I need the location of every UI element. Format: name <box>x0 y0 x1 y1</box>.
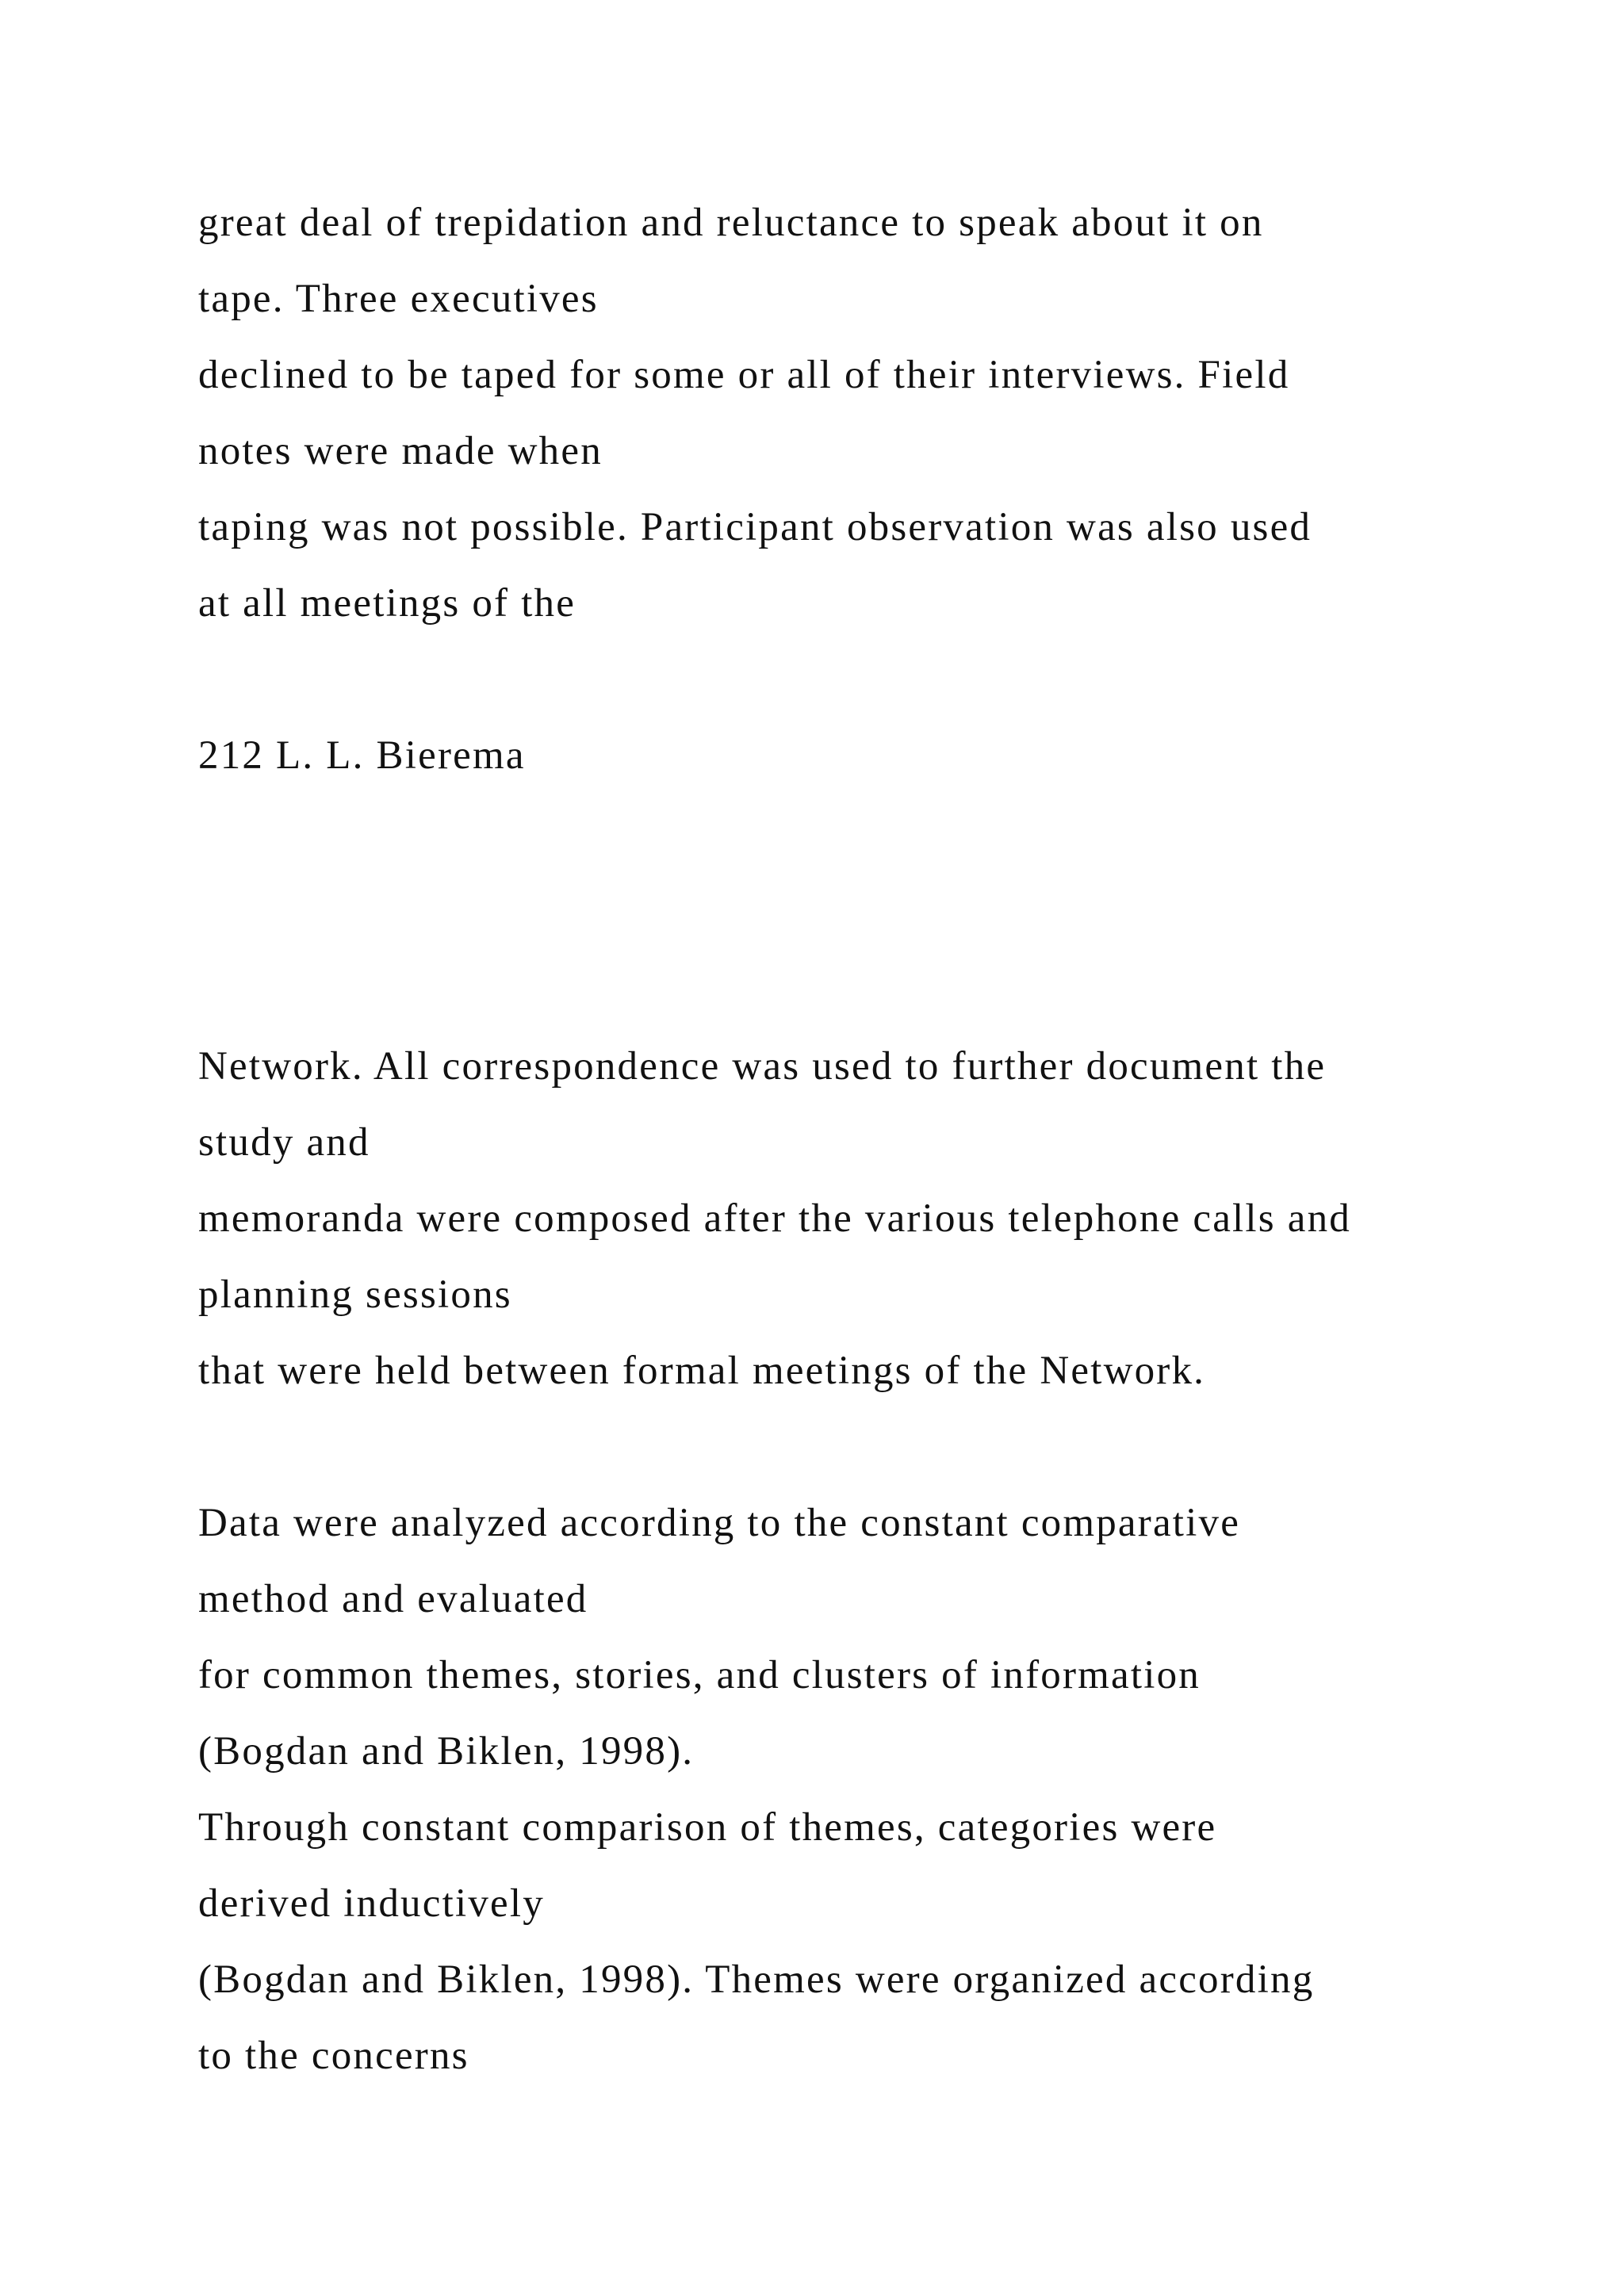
text-line: derived inductively <box>198 1881 545 1926</box>
text-line: memoranda were composed after the various telephone calls and <box>198 1196 1351 1241</box>
text-line: Data were analyzed according to the constant comparative <box>198 1501 1241 1545</box>
text-line: (Bogdan and Biklen, 1998). Themes were organized according <box>198 1957 1315 2002</box>
text-line: taping was not possible. Participant observation was also used <box>198 505 1312 549</box>
text-line: declined to be taped for some or all of their interviews. Field <box>198 353 1290 397</box>
text-line: at all meetings of the <box>198 581 576 626</box>
text-line: Through constant comparison of themes, categories were <box>198 1805 1217 1850</box>
text-line: for common themes, stories, and clusters of information <box>198 1653 1201 1697</box>
page-header: 212 L. L. Bierema <box>198 733 526 778</box>
text-line: to the concerns <box>198 2034 469 2078</box>
text-line: tape. Three executives <box>198 277 599 321</box>
text-line: (Bogdan and Biklen, 1998). <box>198 1729 695 1774</box>
text-line: study and <box>198 1120 370 1165</box>
text-line: that were held between formal meetings of the Network. <box>198 1349 1206 1393</box>
text-line: planning sessions <box>198 1272 512 1317</box>
text-line: Network. All correspondence was used to further document the <box>198 1044 1327 1089</box>
text-line: great deal of trepidation and reluctance to speak about it on <box>198 201 1264 245</box>
text-line: notes were made when <box>198 429 603 473</box>
text-line: method and evaluated <box>198 1577 588 1621</box>
